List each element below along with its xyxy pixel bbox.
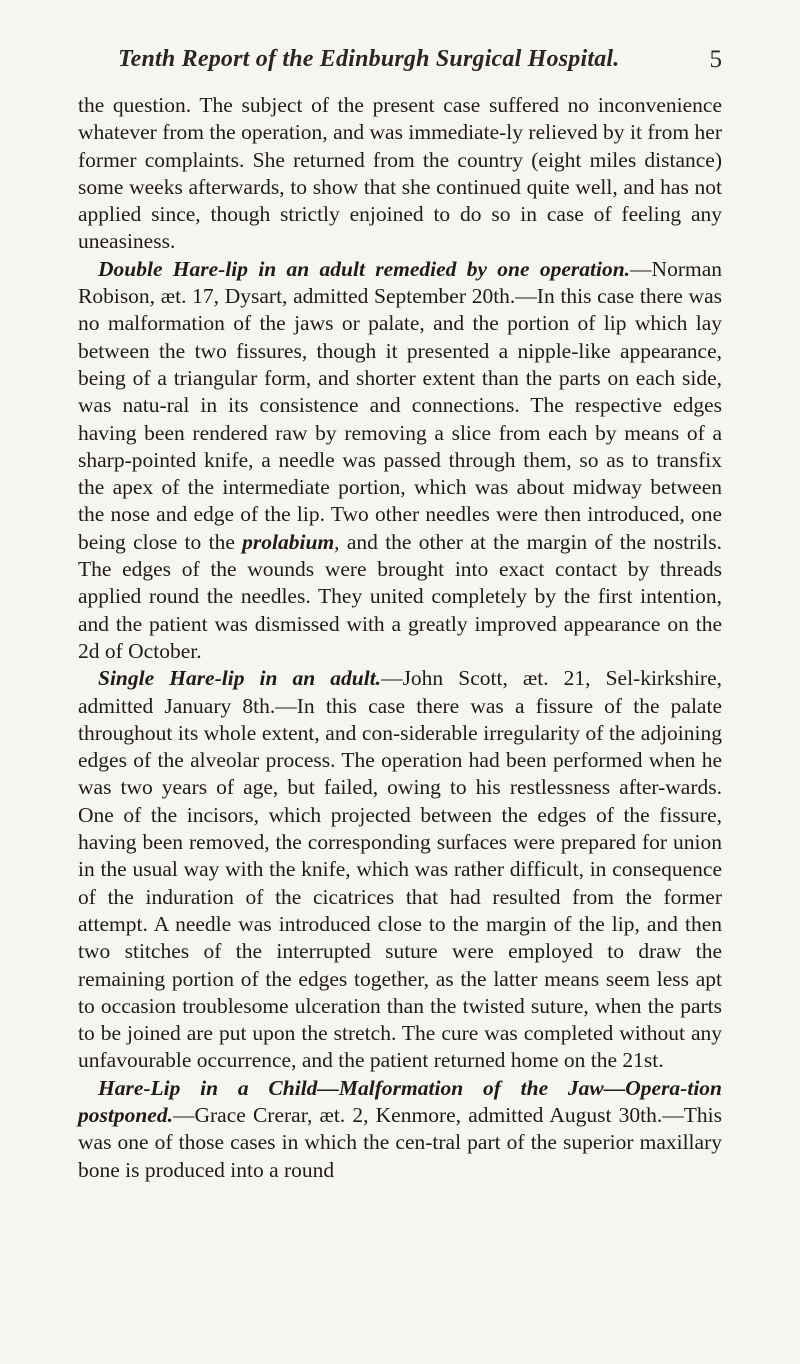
page-number: 5 bbox=[709, 46, 722, 73]
case-heading: Double Hare-lip in an adult remedied by one operation. bbox=[98, 256, 631, 281]
paragraph-text: —John Scott, æt. 21, Sel-kirkshire, admitted January 8th.—In this case there was a fissure of the palate throughout its whole extent, and con-siderable irregularity of the adjoining edges of the alveolar process. The operation had been performed when he was two years of age, but failed, owing to his restlessness after-wards. One of the incisors, which projected between the edges of the fissure, having been removed, the corresponding surfaces were prepared for union in the usual way with the knife, which was rather difficult, in consequence of the induration of the cicatrices that had resulted from the former attempt. A needle was introduced close to the margin of the lip, and then two stitches of the interrupted suture were employed to draw the remaining portion of the edges together, as the latter means seem less apt to occasion troublesome ulceration than the twisted suture, when the parts to be joined are put upon the stretch. The cure was completed without any unfavourable occurrence, and the patient returned home on the 21st. bbox=[78, 666, 722, 1073]
paragraph-hare-lip-child bbox=[78, 1075, 722, 1184]
paragraph-text: the question. The subject of the present case suffered no inconvenience whatever from the operation, and was immediate-ly relieved by it from her former complaints. She returned from the country (eight miles distance) some weeks afterwards, to show that she continued quite well, and has not applied since, though strictly enjoined to do so in case of feeling any uneasiness. bbox=[78, 93, 722, 254]
body-text bbox=[78, 92, 722, 1184]
paragraph-single-hare-lip bbox=[78, 665, 722, 1074]
paragraph-double-hare-lip bbox=[78, 256, 722, 665]
running-title: Tenth Report of the Edinburgh Surgical Hospital. bbox=[118, 46, 620, 72]
paragraph-text: , and the other at the margin of the nostrils. The edges of the wounds were brought into exact contact by threads applied round the needles. They united completely by the first intention, and the patient was dismissed with a greatly improved appearance on the 2d of October. bbox=[78, 529, 722, 663]
case-heading: Hare-Lip in a Child—Malformation of the Jaw—Opera-tion postponed. bbox=[78, 1075, 722, 1127]
case-heading: Single Hare-lip in an adult. bbox=[98, 666, 382, 691]
running-head bbox=[78, 46, 722, 86]
latin-term: prolabium bbox=[242, 529, 335, 554]
paragraph-continuation bbox=[78, 92, 722, 256]
paragraph-text: —Grace Crerar, æt. 2, Kenmore, admitted August 30th.—This was one of those cases in which the cen-tral part of the superior maxillary bone is produced into a round bbox=[78, 1102, 722, 1182]
paragraph-text: —Norman Robison, æt. 17, Dysart, admitted September 20th.—In this case there was no malformation of the jaws or palate, and the portion of lip which lay between the two fissures, though it presented a nipple-like appearance, being of a triangular form, and shorter extent than the parts on each side, was natu-ral in its consistence and connections. The respective edges having been rendered raw by removing a slice from each by means of a sharp-pointed knife, a needle was passed through them, so as to transfix the apex of the intermediate portion, which was about midway between the nose and edge of the lip. Two other needles were then introduced, one being close to the bbox=[78, 256, 722, 554]
